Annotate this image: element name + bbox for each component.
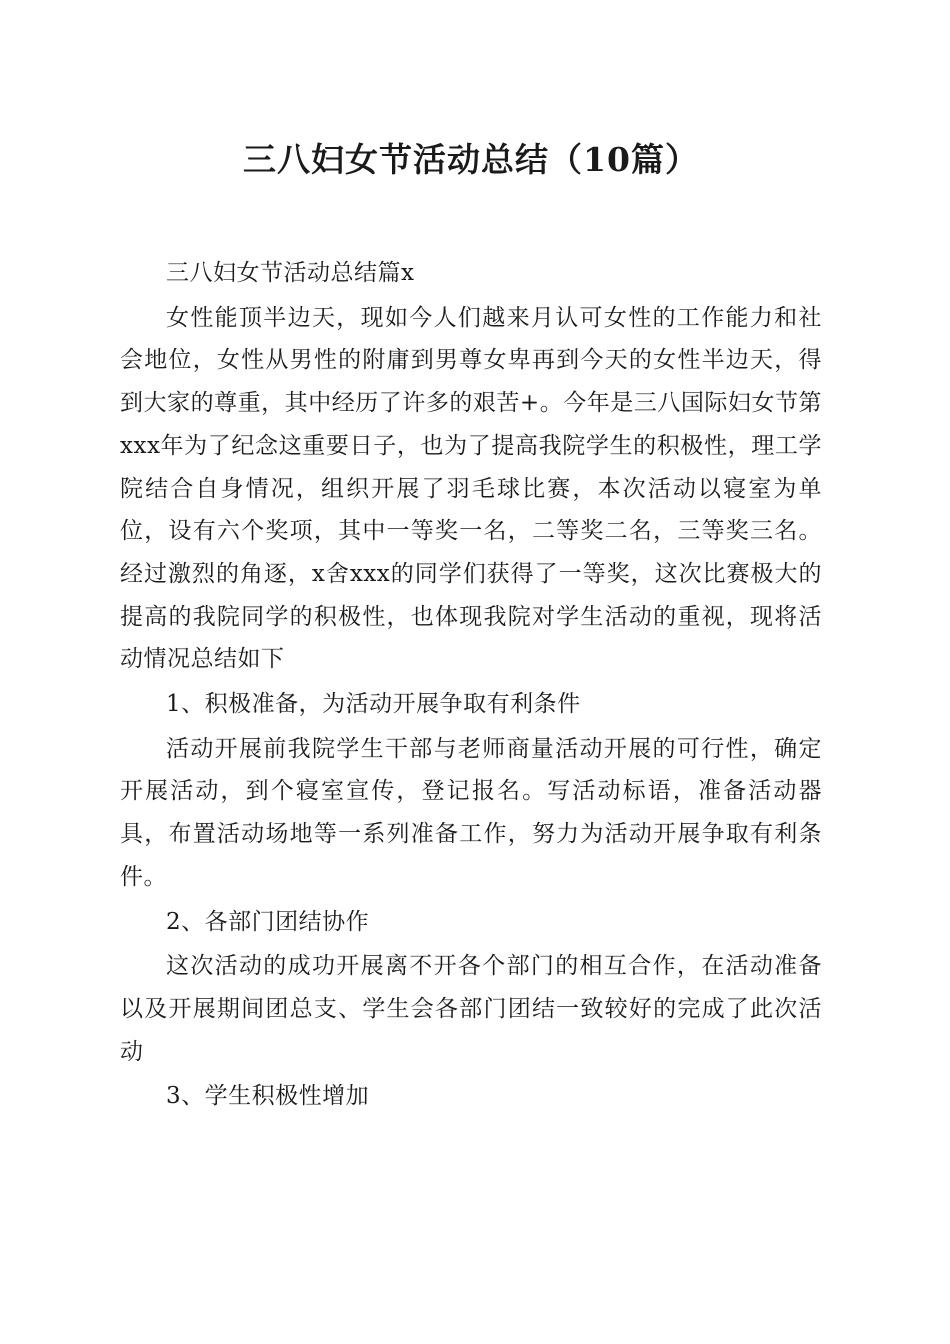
section-heading-intro: 三八妇女节活动总结篇x xyxy=(166,260,415,286)
document-body xyxy=(120,252,822,1118)
paragraph-cooperation: 这次活动的成功开展离不开各个部门的相互合作，在活动准备以及开展期间团总支、学生会各部门团结一致较好的完成了此次活动 xyxy=(120,953,822,1065)
paragraph-preparation: 活动开展前我院学生干部与老师商量活动开展的可行性，确定开展活动，到个寝室宣传，登记报名。写活动标语，准备活动器具，布置活动场地等一系列准备工作，努力为活动开展争取有利条件。 xyxy=(120,735,822,890)
section-heading-enthusiasm: 3、学生积极性增加 xyxy=(166,1083,370,1110)
document-title: 三八妇女节活动总结（10篇） xyxy=(243,140,699,179)
section-heading-preparation: 1、积极准备，为活动开展争取有利条件 xyxy=(166,691,581,718)
section-heading-cooperation: 2、各部门团结协作 xyxy=(166,908,370,935)
paragraph-intro: 女性能顶半边天，现如今人们越来月认可女性的工作能力和社会地位，女性从男性的附庸到男尊女卑再到今天的女性半边天，得到大家的尊重，其中经历了许多的艰苦+。今年是三八国际妇女节第xxx年为了纪念这重要日子，也为了提高我院学生的积极性，理工学院结合自身情况，组织开展了羽毛球比赛，本次活动以寝室为单位，设有六个奖项，其中一等奖一名，二等奖二名，三等奖三名。经过激烈的角逐，x舍xxx的同学们获得了一等奖，这次比赛极大的提高的我院同学的积极性，也体现我院对学生活动的重视，现将活动情况总结如下 xyxy=(120,304,822,673)
